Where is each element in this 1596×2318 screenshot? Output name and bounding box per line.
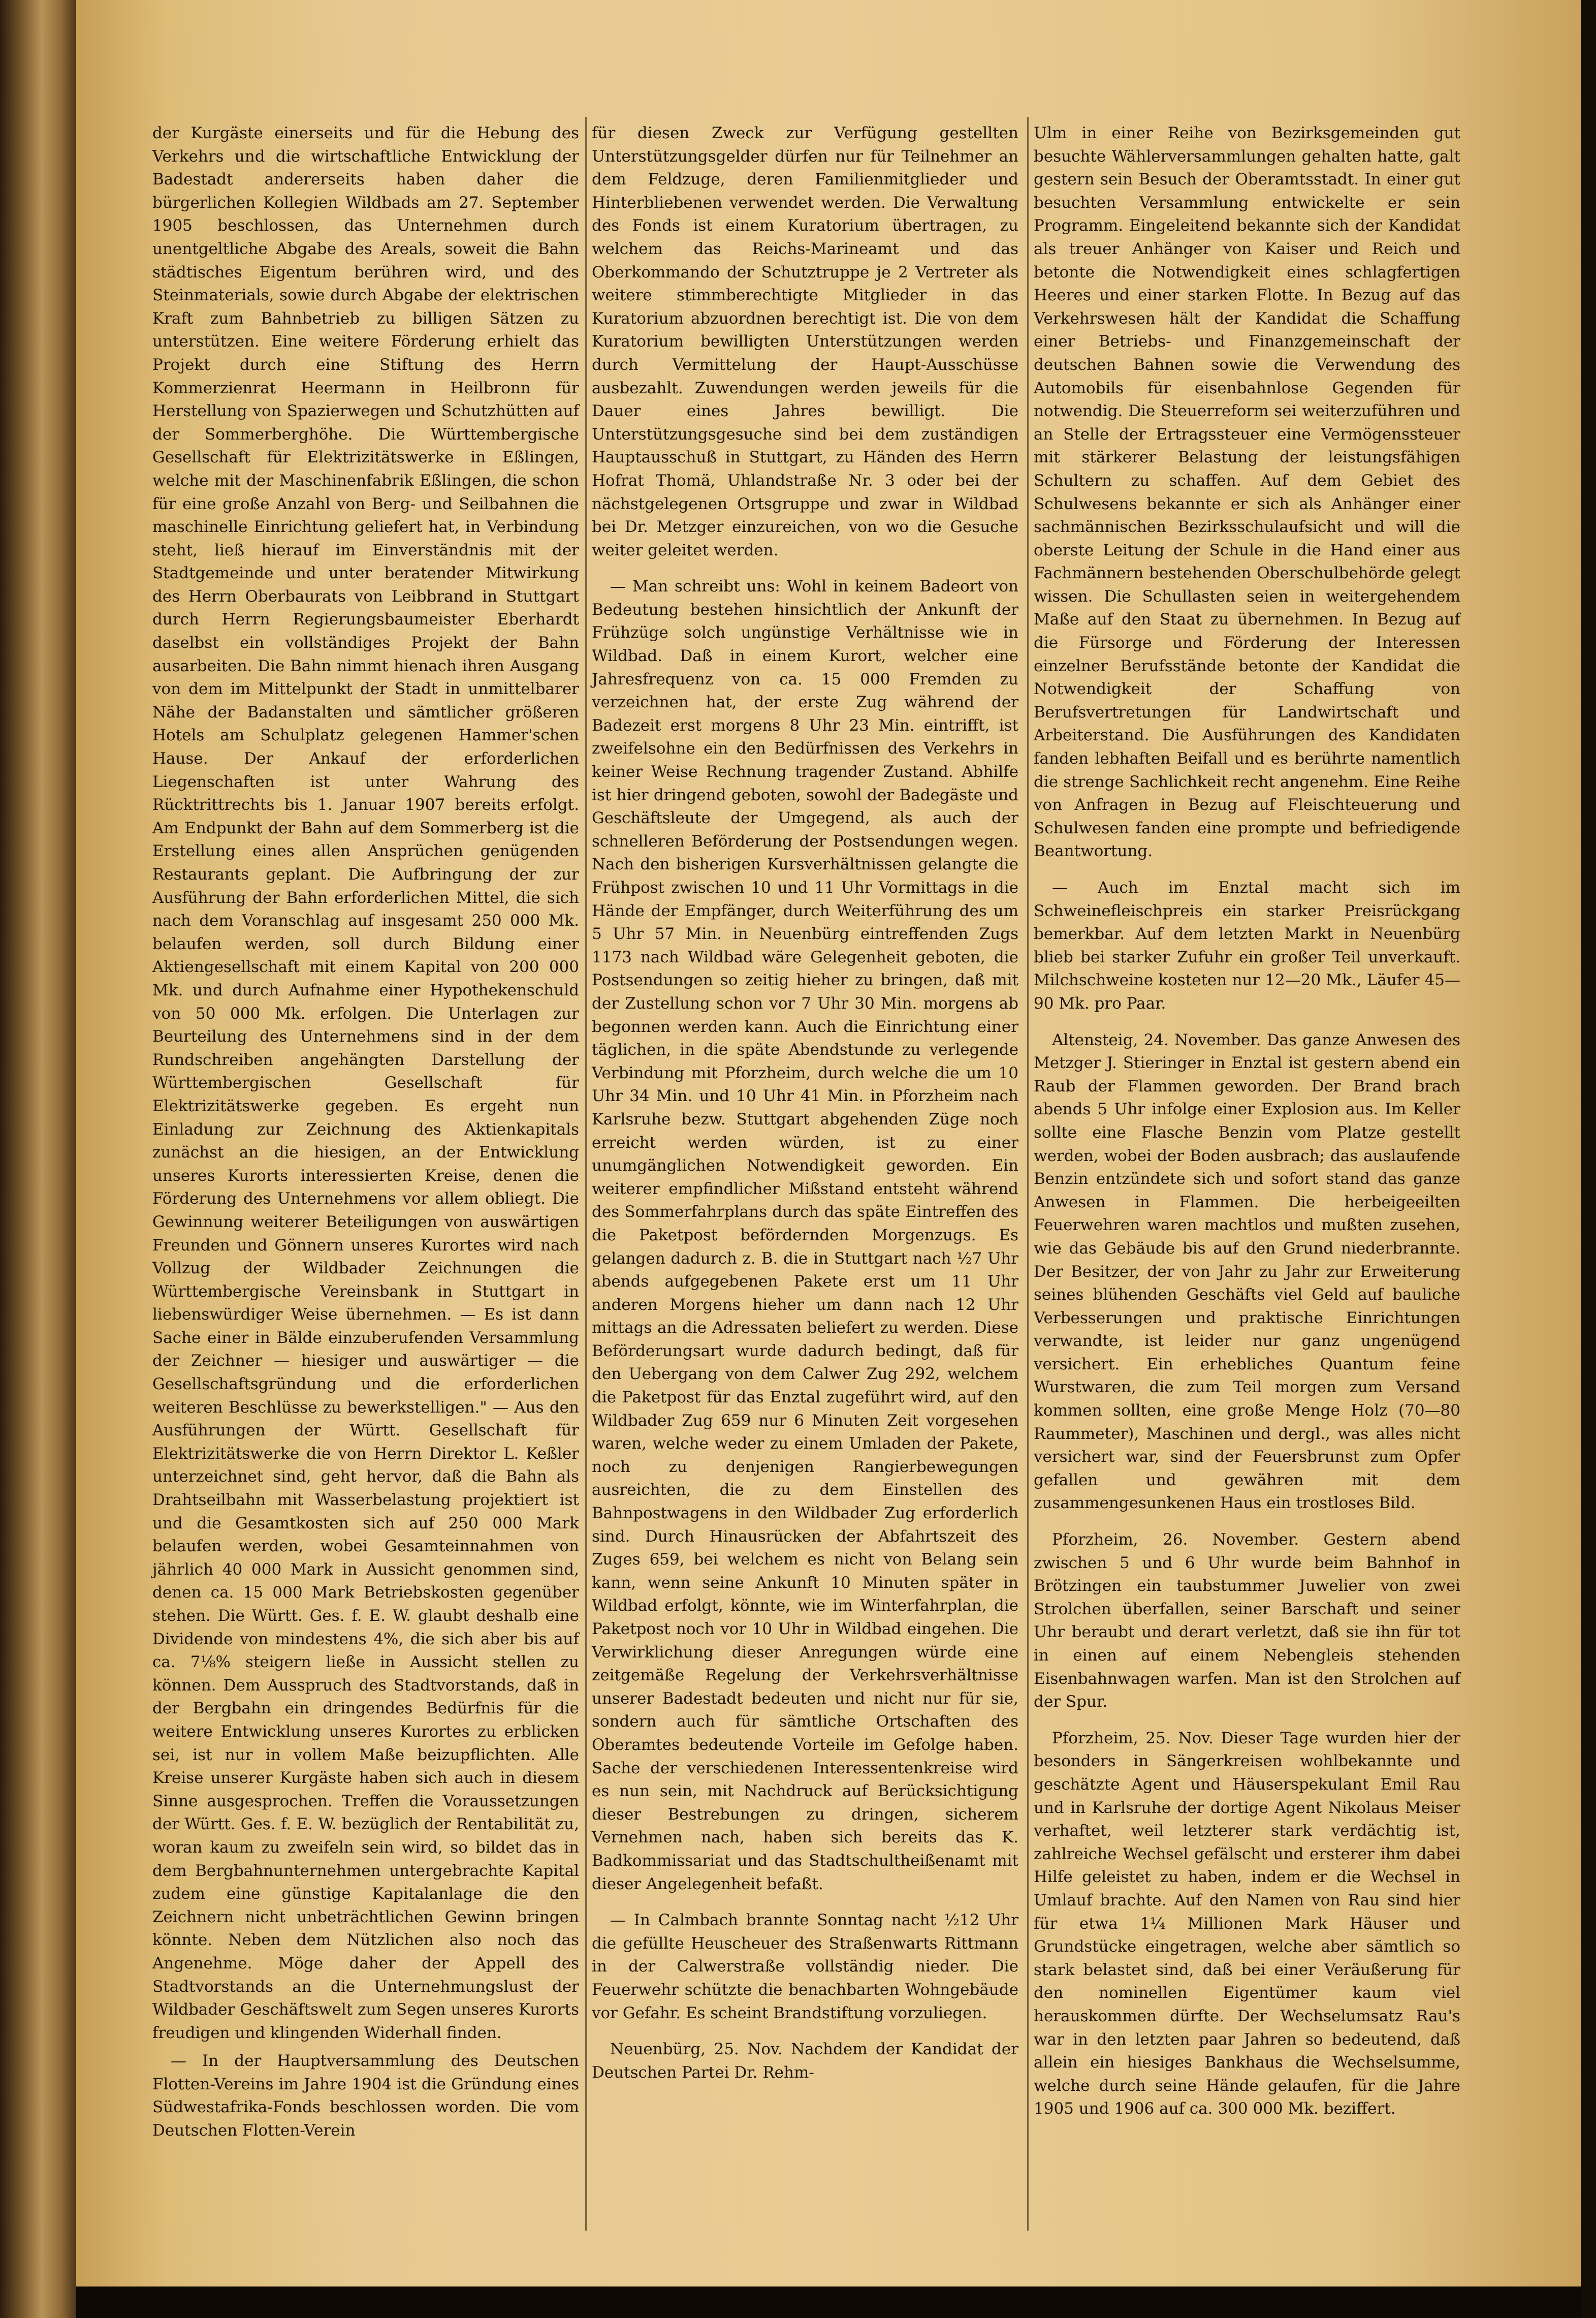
article-text: Altensteig, 24. November. Das ganze Anwesen des Metzger J. Stieringer in Enztal ist gestern abend ein Raub der Flammen geworden. Der Brand brach abends 5 Uhr infolge einer Explosion aus. Im Keller sollte eine Flasche Benzin vom Platze gestellt werden, wobei der Boden ausbrach; das auslaufende Benzin entzündete sich und sofort stand das ganze Anwesen in Flammen. Die herbeigeeilten Feuerwehren waren machtlos und mußten zusehen, wie das Gebäude bis auf den Grund niederbrannte. Der Besitzer, der von Jahr zu Jahr zur Erweiterung seines blühenden Geschäfts viel Geld auf bauliche Verbesserungen und praktische Einrichtungen verwandte, ist leider nur ganz ungenügend versichert. Ein erhebliches Quantum feine Wurstwaren, die zum Teil morgen zum Versand kommen sollten, eine große Menge Holz (70—80 Raummeter), Maschinen und dergl., was alles nicht versichert war, sind der Feuersbrunst zum Opfer gefallen und gewähren mit dem zusammengesunkenen Haus ein trostloses Bild. xyxy=(1034,1030,1460,1513)
column-divider xyxy=(1027,117,1029,2231)
column-middle xyxy=(592,122,1018,2089)
article-text: — Man schreibt uns: Wohl in keinem Badeort von Bedeutung bestehen hinsichtlich der Ankunft der Frühzüge solch ungünstige Verhältnisse wie in Wildbad. Daß in einem Kurort, welcher eine Jahresfrequenz von ca. 15 000 Fremden zu verzeichnen hat, der erste Zug während der Badezeit erst morgens 8 Uhr 23 Min. eintrifft, ist zweifelsohne ein den Bedürfnissen des Verkehrs in keiner Weise Rechnung tragender Zustand. Abhilfe ist hier dringend geboten, sowohl der Badegäste und Geschäftsleute der Umgegend, als auch der schnelleren Beförderung der Postsendungen wegen. Nach den bisherigen Kursverhältnissen gelangte die Frühpost zwischen 10 und 11 Uhr Vormittags in die Hände der Empfänger, durch Weiterführung des um 5 Uhr 57 Min. in Neuenbürg eintreffenden Zugs 1173 nach Wildbad wäre Gelegenheit geboten, die Postsendungen so zeitig hieher zu bringen, daß mit der Zustellung schon vor 7 Uhr 30 Min. morgens ab begonnen werden kann. Auch die Einrichtung einer täglichen, in die späte Abendstunde zu verlegende Verbindung mit Pforzheim, durch welche die um 10 Uhr 34 Min. und 10 Uhr 41 Min. in Pforzheim nach Karlsruhe bezw. Stuttgart abgehenden Züge noch erreicht werden würden, ist zu einer unumgänglichen Notwendigkeit geworden. Ein weiterer empfindlicher Mißstand entsteht während des Sommerfahrplans durch das späte Eintreffen des die Paketpost befördernden Morgenzugs. Es gelangen dadurch z. B. die in Stuttgart nach ½7 Uhr abends aufgegebenen Pakete erst um 11 Uhr anderen Morgens hieher um dann nach 12 Uhr mittags an die Adressaten beliefert zu werden. Diese Beförderungsart wurde dadurch bedingt, daß für den Uebergang von dem Calwer Zug 292, welchem die Paketpost für das Enztal zugeführt wird, auf den Wildbader Zug 659 nur 6 Minuten Zeit vorgesehen waren, welche weder zu einem Umladen der Pakete, noch zu denjenigen Rangierbewegungen ausreichten, die zu dem Einstellen des Bahnpostwagens in den Wildbader Zug erforderlich sind. Durch Hinausrücken der Abfahrtszeit des Zuges 659, bei welchem es nicht von Belang sein kann, wenn seine Ankunft 10 Minuten später in Wildbad erfolgt, könnte, wie im Winterfahrplan, die Paketpost noch vor 10 Uhr in Wildbad eingehen. Die Verwirklichung dieser Anregungen würde eine zeitgemäße Regelung der Verkehrsverhältnisse unserer Badestadt bedeuten und nicht nur für sie, sondern auch für sämtliche Ortschaften des Oberamtes bedeutende Vorteile im Gefolge haben. Sache der verschiedenen Interessentenkreise wird es nun sein, mit Nachdruck auf Berücksichtigung dieser Bestrebungen zu dringen, sicherem Vernehmen nach, haben sich bereits das K. Badkommissariat und das Stadtschultheißenamt mit dieser Angelegenheit befaßt. xyxy=(592,577,1018,1893)
column-divider xyxy=(585,117,587,2231)
newspaper-page xyxy=(76,0,1581,2286)
article-text: Pforzheim, 25. Nov. Dieser Tage wurden hier der besonders in Sängerkreisen wohlbekannte und geschätzte Agent und Häuserspekulant Emil Rau und in Karlsruhe der dortige Agent Nikolaus Meiser verhaftet, weil letzterer stark verdächtig ist, zahlreiche Wechsel gefälscht und ersterer ihm dabei Hilfe geleistet zu haben, indem er die Wechsel in Umlauf brachte. Auf den Namen von Rau sind hier für etwa 1¼ Millionen Mark Häuser und Grundstücke eingetragen, welche aber sämtlich so stark belastet sind, daß bei einer Veräußerung für den nominellen Eigentümer kaum viel herauskommen dürfte. Der Wechselumsatz Rau's war in den letzten paar Jahren so bedeutend, daß allein ein hiesiges Bankhaus die Wechselsumme, welche durch seine Hände gelaufen, für die Jahre 1905 und 1906 auf ca. 300 000 Mk. beziffert. xyxy=(1034,1729,1460,2118)
page-bottom-edge xyxy=(76,2286,1581,2318)
article-text: Ulm in einer Reihe von Bezirksgemeinden gut besuchte Wählerversammlungen gehalten hatte, galt gestern sein Besuch der Oberamtsstadt. In einer gut besuchten Versammlung entwickelte er sein Programm. Eingeleitend bekannte sich der Kandidat als treuer Anhänger von Kaiser und Reich und betonte die Notwendigkeit eines schlagfertigen Heeres und einer starken Flotte. In Bezug auf das Verkehrswesen hält der Kandidat die Schaffung einer Betriebs- und Finanzgemeinschaft der deutschen Bahnen sowie die Verwendung des Automobils für eisenbahnlose Gegenden für notwendig. Die Steuerreform sei weiterzuführen und an Stelle der Ertragssteuer eine Vermögenssteuer mit stärkerer Belastung der leistungsfähigen Schultern zu schaffen. Auf dem Gebiet des Schulwesens bekannte er sich als Anhänger einer sachmännischen Bezirksschulaufsicht und will die oberste Leitung der Schule in die Hand einer aus Fachmännern bestehenden Oberschulbehörde gelegt wissen. Die Schullasten seien in weitergehendem Maße auf den Staat zu übernehmen. In Bezug auf die Fürsorge und Förderung der Interessen einzelner Berufsstände betonte der Kandidat die Notwendigkeit der Schaffung von Berufsvertretungen für Landwirtschaft und Arbeiterstand. Die Ausführungen des Kandidaten fanden lebhaften Beifall und es berührte namentlich die strenge Sachlichkeit recht angenehm. Eine Reihe von Anfragen in Bezug auf Fleischteuerung und Schulwesen fanden eine prompte und befriedigende Beantwortung. xyxy=(1034,124,1460,861)
article-text: — Auch im Enztal macht sich im Schweinefleischpreis ein starker Preisrückgang bemerkbar. Auf dem letzten Markt in Neuenbürg blieb bei starker Zufuhr ein großer Teil unverkauft. Milchschweine kosteten nur 12—20 Mk., Läufer 45—90 Mk. pro Paar. xyxy=(1034,879,1460,1013)
book-spine xyxy=(0,0,76,2318)
column-right xyxy=(1034,122,1460,2126)
article-text: — In der Hauptversammlung des Deutschen Flotten-Vereins im Jahre 1904 ist die Gründung eines Südwestafrika-Fonds beschlossen worden. Die vom Deutschen Flotten-Verein xyxy=(152,2052,579,2140)
article-text: Neuenbürg, 25. Nov. Nachdem der Kandidat der Deutschen Partei Dr. Rehm- xyxy=(592,2040,1018,2082)
column-left xyxy=(152,122,579,2148)
article-text: — In Calmbach brannte Sonntag nacht ½12 Uhr die gefüllte Heuscheuer des Straßenwarts Rittmann in der Calwerstraße vollständig nieder. Die Feuerwehr schützte die benachbarten Wohngebäude vor Gefahr. Es scheint Brandstiftung vorzuliegen. xyxy=(592,1911,1018,2022)
article-text: Pforzheim, 26. November. Gestern abend zwischen 5 und 6 Uhr wurde beim Bahnhof in Brötzingen ein taubstummer Juwelier von zwei Strolchen überfallen, seiner Barschaft und seiner Uhr beraubt und derart verletzt, daß sie ihn für tot in einen auf einem Nebengleis stehenden Eisenbahnwagen warfen. Man ist den Strolchen auf der Spur. xyxy=(1034,1530,1460,1711)
article-text: für diesen Zweck zur Verfügung gestellten Unterstützungsgelder dürfen nur für Teilnehmer an dem Feldzuge, deren Familienmitglieder und Hinterbliebenen verwendet werden. Die Verwaltung des Fonds ist einem Kuratorium übertragen, zu welchem das Reichs-Marineamt und das Oberkommando der Schutztruppe je 2 Vertreter als weitere stimmberechtigte Mitglieder in das Kuratorium abzuordnen berechtigt ist. Die von dem Kuratorium bewilligten Unterstützungen werden durch Vermittelung der Haupt-Ausschüsse ausbezahlt. Zuwendungen werden jeweils für die Dauer eines Jahres bewilligt. Die Unterstützungsgesuche sind bei dem zuständigen Hauptausschuß in Stuttgart, zu Händen des Herrn Hofrat Thomä, Uhlandstraße Nr. 3 oder bei der nächstgelegenen Ortsgruppe und zwar in Wildbad bei Dr. Metzger einzureichen, von wo die Gesuche weiter geleitet werden. xyxy=(592,124,1018,559)
article-text: der Kurgäste einerseits und für die Hebung des Verkehrs und die wirtschaftliche Entwicklung der Badestadt andererseits haben daher die bürgerlichen Kollegien Wildbads am 27. September 1905 beschlossen, das Unternehmen durch unentgeltliche Abgabe des Areals, soweit die Bahn städtisches Eigentum berühren wird, und des Steinmaterials, sowie durch Abgabe der elektrischen Kraft zum Bahnbetrieb zu billigen Sätzen zu unterstützen. Eine weitere Förderung erhielt das Projekt durch eine Stiftung des Herrn Kommerzienrat Heermann in Heilbronn für Herstellung von Spazierwegen und Schutzhütten auf der Sommerberghöhe. Die Württembergische Gesellschaft für Elektrizitätswerke in Eßlingen, welche mit der Maschinenfabrik Eßlingen, die schon für eine große Anzahl von Berg- und Seilbahnen die maschinelle Einrichtung geliefert hat, in Verbindung steht, ließ hierauf im Einverständnis mit der Stadtgemeinde und unter beratender Mitwirkung des Herrn Oberbaurats von Leibbrand in Stuttgart durch Herrn Regierungsbaumeister Eberhardt daselbst ein vollständiges Projekt der Bahn ausarbeiten. Die Bahn nimmt hienach ihren Ausgang von dem im Mittelpunkt der Stadt in unmittelbarer Nähe der Badanstalten und sämtlicher größeren Hotels am Schulplatz gelegenen Hammer'schen Hause. Der Ankauf der erforderlichen Liegenschaften ist unter Wahrung des Rücktrittrechts bis 1. Januar 1907 bereits erfolgt. Am Endpunkt der Bahn auf dem Sommerberg ist die Erstellung eines allen Ansprüchen genügenden Restaurants geplant. Die Aufbringung der zur Ausführung der Bahn erforderlichen Mittel, die sich nach dem Voranschlag auf insgesamt 250 000 Mk. belaufen werden, soll durch Bildung einer Aktiengesellschaft mit einem Kapital von 200 000 Mk. und durch Aufnahme einer Hypothekenschuld von 50 000 Mk. erfolgen. Die Unterlagen zur Beurteilung des Unternehmens sind in der dem Rundschreiben angehängten Darstellung der Württembergischen Gesellschaft für Elektrizitätswerke gegeben. Es ergeht nun Einladung zur Zeichnung des Aktienkapitals zunächst an die hiesigen, an der Entwicklung unseres Kurorts interessierten Kreise, denen die Förderung des Unternehmens vor allem obliegt. Die Gewinnung weiterer Beteiligungen von auswärtigen Freunden und Gönnern unseres Kurortes wird nach Vollzug der Wildbader Zeichnungen die Württembergische Vereinsbank in Stuttgart in liebenswürdiger Weise übernehmen. — Es ist dann Sache einer in Bälde einzuberufenden Versammlung der Zeichner — hiesiger und auswärtiger — die Gesellschaftsgründung und die erforderlichen weiteren Beschlüsse zu bewerkstelligen." — Aus den Ausführungen der Württ. Gesellschaft für Elektrizitätswerke die von Herrn Direktor L. Keßler unterzeichnet sind, geht hervor, daß die Bahn als Drahtseilbahn mit Wasserbelastung projektiert ist und die Gesamtkosten sich auf 250 000 Mark belaufen werden, wobei Gesamteinnahmen von jährlich 40 000 Mark in Aussicht genommen sind, denen ca. 15 000 Mark Betriebskosten gegenüber stehen. Die Württ. Ges. f. E. W. glaubt deshalb eine Dividende von mindestens 4%, die sich aber bis auf ca. 7⅛% steigern ließe in Aussicht stellen zu können. Dem Ausspruch des Stadtvorstands, daß in der Bergbahn ein dringendes Bedürfnis für die weitere Entwicklung unseres Kurortes zu erblicken sei, ist nur in vollem Maße beizupflichten. Alle Kreise unserer Kurgäste haben sich auch in diesem Sinne ausgesprochen. Treffen die Voraussetzungen der Württ. Ges. f. E. W. bezüglich der Rentabilität zu, woran kaum zu zweifeln sein wird, so bildet das in dem Bergbahnunternehmen untergebrachte Kapital zudem eine günstige Kapitalanlage die den Zeichnern nicht unbeträchtlichen Gewinn bringen könnte. Neben dem Nützlichen also noch das Angenehme. Möge daher der Appell des Stadtvorstands an die Unternehmungslust der Wildbader Geschäftswelt zum Segen unseres Kurorts freudigen und klingenden Widerhall finden. xyxy=(152,124,579,2042)
